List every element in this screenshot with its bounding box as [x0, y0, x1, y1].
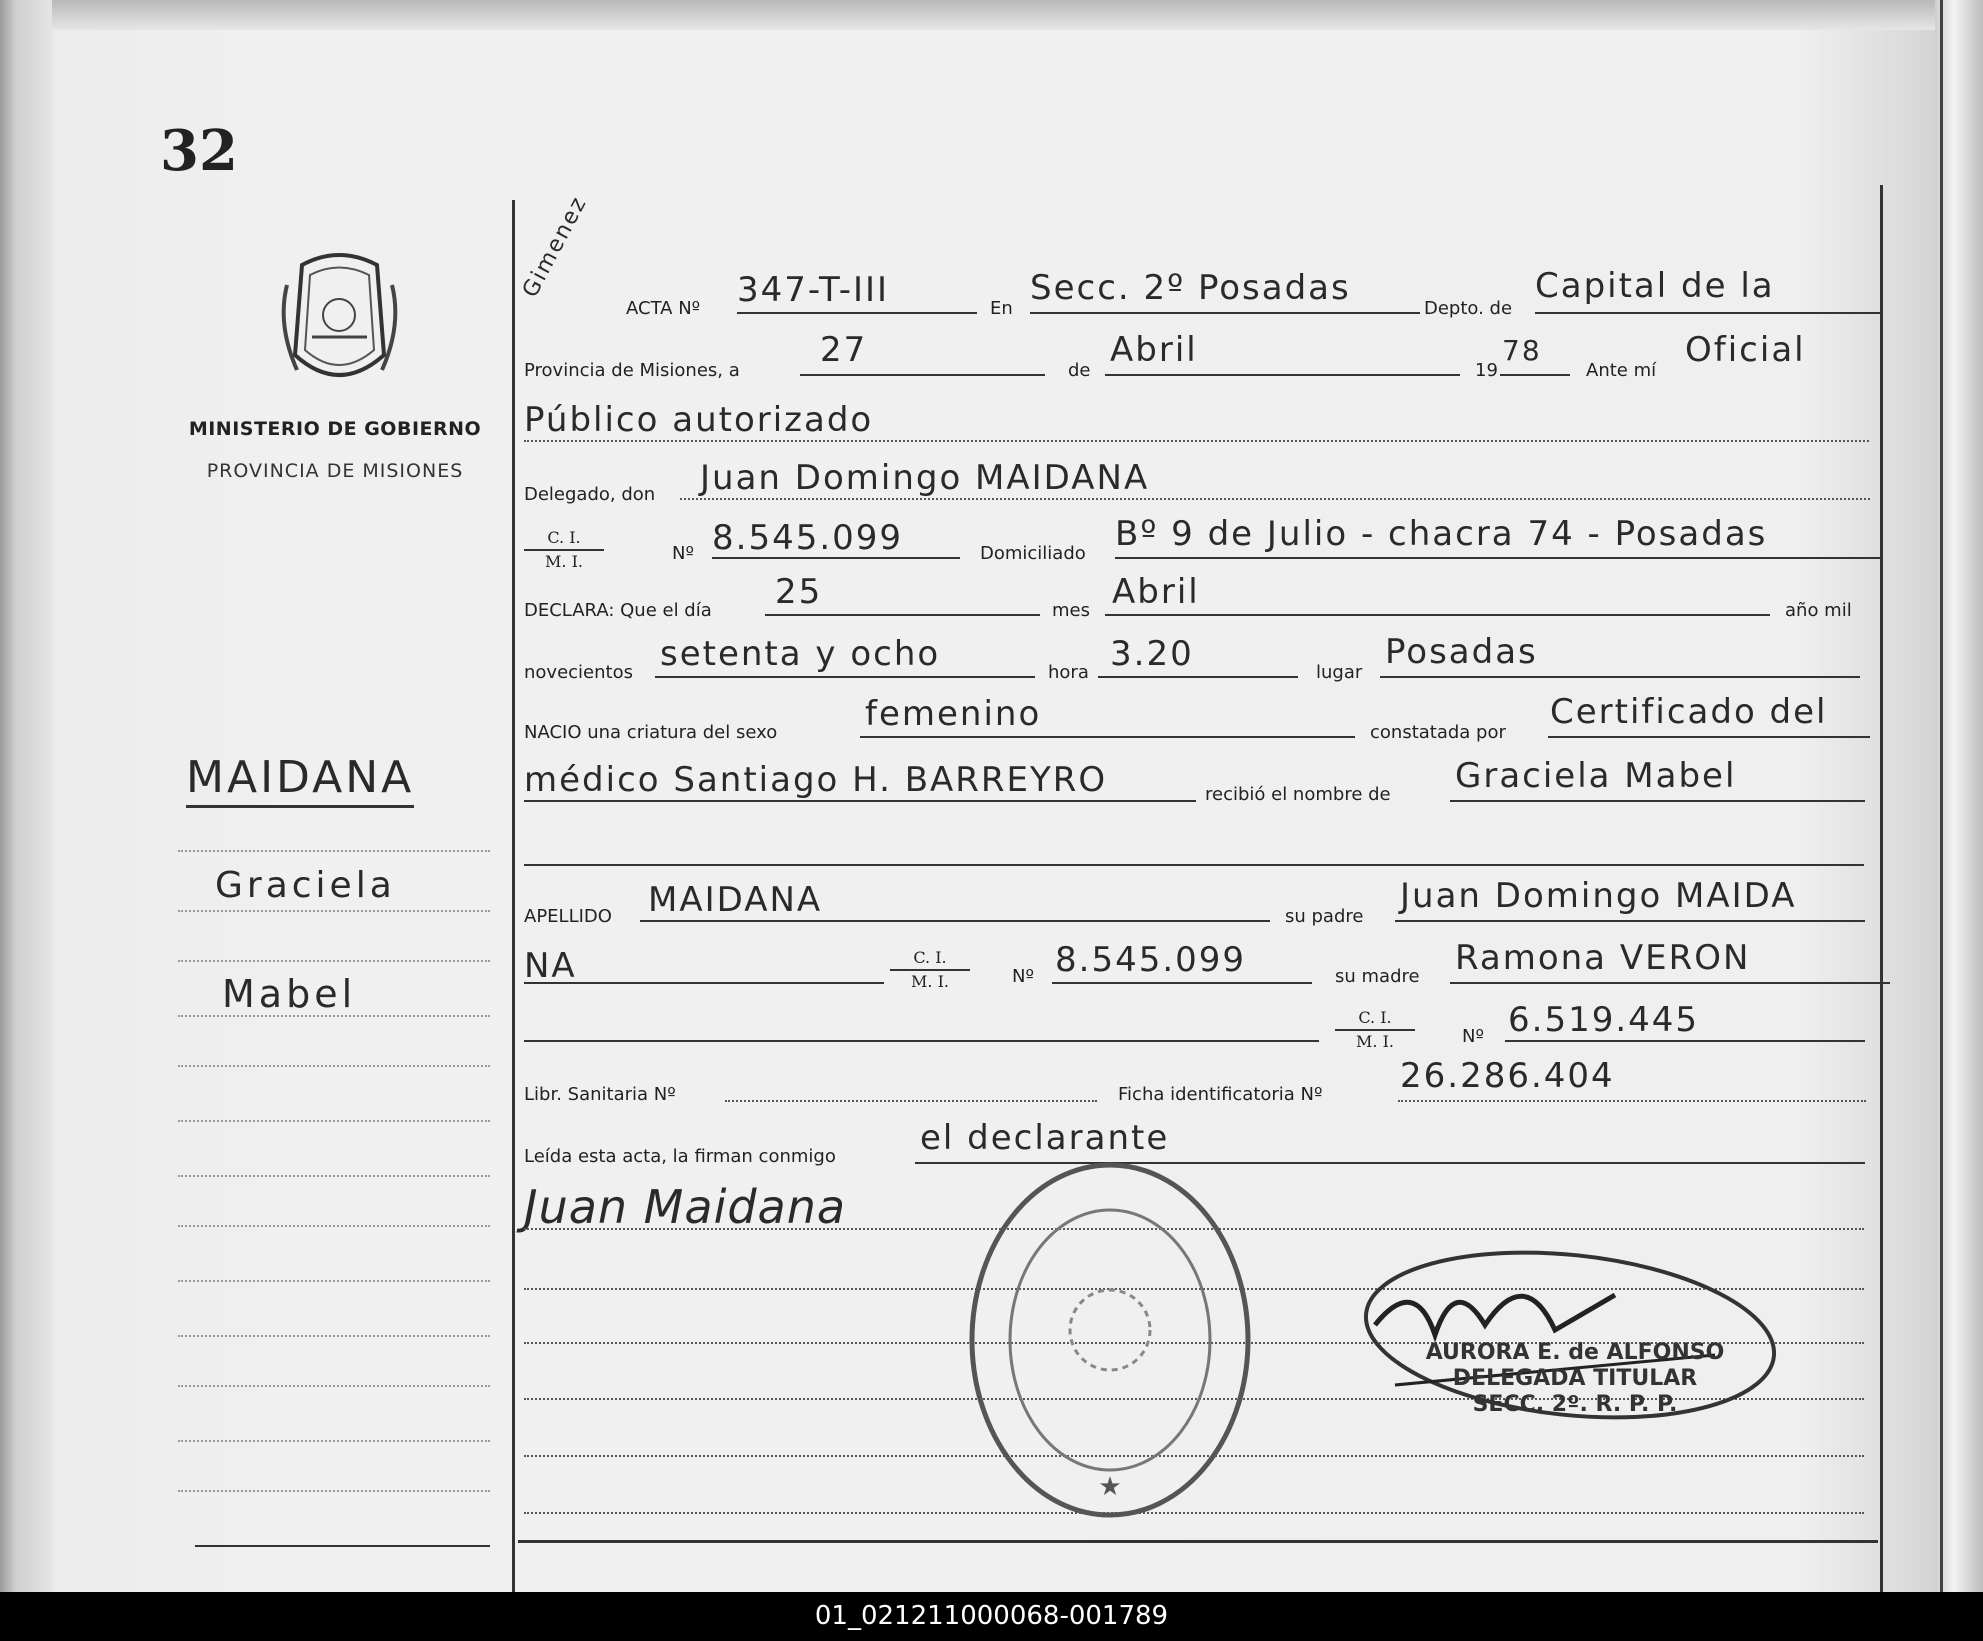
delegado-label: Delegado, don: [524, 484, 656, 505]
fill-line: [524, 864, 1864, 866]
en-label: En: [990, 298, 1013, 319]
ministry-heading: MINISTERIO DE GOBIERNO: [188, 418, 482, 440]
province-heading: PROVINCIA DE MISIONES: [206, 460, 464, 482]
spine-line: [1940, 0, 1943, 1592]
ficha-value: 26.286.404: [1400, 1056, 1615, 1096]
page-left-edge: [0, 0, 52, 1592]
month-value: Abril: [1110, 330, 1198, 370]
padre-value: Juan Domingo MAIDA: [1400, 876, 1797, 916]
fill-line: [1380, 676, 1860, 678]
margin-dotted-line: [178, 1280, 490, 1282]
fill-line: [524, 440, 1869, 442]
birth-month-value: Abril: [1112, 572, 1200, 612]
birth-year-value: setenta y ocho: [660, 634, 941, 674]
ante-label: Ante mí: [1586, 360, 1657, 381]
lugar-value: Posadas: [1385, 632, 1538, 672]
year-prefix: 19: [1475, 360, 1498, 381]
declarant-signature: Juan Maidana: [524, 1180, 847, 1234]
acta-value: 347-T-III: [737, 270, 890, 310]
fill-line: [800, 374, 1045, 376]
margin-dotted-line: [178, 1175, 490, 1177]
fill-line: [1450, 982, 1890, 984]
madre-ci-value: 6.519.445: [1508, 1000, 1700, 1040]
form-right-border: [1880, 185, 1883, 1592]
fill-line: [524, 800, 1196, 802]
fill-line: [1398, 1100, 1866, 1102]
recibio-label: recibió el nombre de: [1205, 784, 1391, 805]
padre-ci-value: 8.545.099: [1055, 940, 1247, 980]
fill-line: [1500, 374, 1570, 376]
depto-value: Capital de la: [1535, 266, 1775, 306]
madre-label: su madre: [1335, 966, 1420, 987]
fill-line: [655, 676, 1035, 678]
constatada-value-cont: médico Santiago H. BARREYRO: [524, 760, 1108, 800]
nacio-label: NACIO una criatura del sexo: [524, 722, 778, 743]
ci-fraction: $\frac{C. I.}{M. I.}$: [890, 948, 970, 991]
margin-dotted-line: [178, 850, 490, 852]
de-label: de: [1068, 360, 1091, 381]
acta-label: ACTA Nº: [626, 298, 701, 319]
provincia-label: Provincia de Misiones, a: [524, 360, 740, 381]
birth-day-value: 25: [775, 572, 823, 612]
margin-dotted-line: [178, 1440, 490, 1442]
fill-line: [712, 557, 960, 559]
margin-surname: MAIDANA: [186, 752, 414, 808]
fill-line: [1030, 312, 1420, 314]
padre-label: su padre: [1285, 906, 1364, 927]
fill-line: [1395, 920, 1865, 922]
form-left-border: [512, 200, 515, 1592]
svg-text:★: ★: [1098, 1472, 1122, 1502]
apellido-value: MAIDANA: [648, 880, 823, 920]
registry-seal-icon: [965, 1150, 1255, 1520]
padre-value-cont: NA: [524, 946, 577, 986]
fill-line: [524, 1040, 1319, 1042]
margin-first-name: Graciela: [215, 865, 396, 906]
libreta-label: Libr. Sanitaria Nº: [524, 1084, 676, 1105]
fill-line: [1098, 676, 1298, 678]
domiciliado-value: Bº 9 de Julio - chacra 74 - Posadas: [1115, 514, 1768, 554]
fill-line: [860, 736, 1355, 738]
day-value: 27: [820, 330, 868, 370]
delegado-value: Juan Domingo MAIDANA: [700, 458, 1150, 498]
ficha-label: Ficha identificatoria Nº: [1118, 1084, 1323, 1105]
stamp-line-3: SECC. 2º. R. P. P.: [1472, 1392, 1678, 1417]
no-label: Nº: [1012, 966, 1034, 987]
fill-line: [1105, 374, 1460, 376]
no-label: Nº: [1462, 1026, 1484, 1047]
fill-line: [1450, 800, 1865, 802]
fill-line: [1052, 982, 1312, 984]
nombre-value: Graciela Mabel: [1455, 756, 1737, 796]
provincial-crest-icon: [272, 245, 407, 393]
fill-line: [524, 982, 884, 984]
margin-dotted-line: [178, 1335, 490, 1337]
margin-annotation: Gimenez: [518, 191, 593, 302]
mes-label: mes: [1052, 600, 1090, 621]
margin-dotted-line: [178, 1015, 490, 1017]
madre-value: Ramona VERON: [1455, 938, 1751, 978]
margin-dotted-line: [178, 1225, 490, 1227]
fill-line: [640, 920, 1270, 922]
year-suffix: 78: [1502, 334, 1542, 367]
depto-label: Depto. de: [1424, 298, 1513, 319]
lugar-label: lugar: [1316, 662, 1363, 683]
declara-label: DECLARA: Que el día: [524, 600, 712, 621]
hora-label: hora: [1048, 662, 1089, 683]
constatada-value: Certificado del: [1550, 692, 1828, 732]
ante-value: Oficial: [1685, 330, 1806, 370]
image-caption: 01_021211000068-001789: [0, 1592, 1983, 1641]
hora-value: 3.20: [1110, 634, 1194, 674]
stamp-line-2: DELEGADA TITULAR: [1452, 1366, 1698, 1391]
margin-dotted-line: [178, 1490, 490, 1492]
stamp-line-1: AURORA E. de ALFONSO: [1425, 1340, 1725, 1365]
delegado-ci-value: 8.545.099: [712, 518, 904, 558]
leida-label: Leída esta acta, la firman conmigo: [524, 1146, 836, 1167]
official-stamp-text: [1385, 1340, 1765, 1418]
margin-dotted-line: [178, 910, 490, 912]
fill-line: [765, 614, 1040, 616]
margin-bottom-line: [195, 1545, 490, 1547]
fill-line: [1115, 557, 1880, 559]
page-top-edge: [0, 0, 1983, 30]
margin-dotted-line: [178, 1065, 490, 1067]
leida-value: el declarante: [920, 1118, 1170, 1158]
fill-line: [737, 312, 977, 314]
apellido-label: APELLIDO: [524, 906, 612, 927]
fill-line: [680, 498, 1870, 500]
form-bottom-line: [518, 1540, 1878, 1543]
ano-label: año mil: [1785, 600, 1852, 621]
fill-line: [725, 1100, 1097, 1102]
en-value: Secc. 2º Posadas: [1030, 268, 1351, 308]
margin-dotted-line: [178, 1120, 490, 1122]
no-label: Nº: [672, 543, 694, 564]
ci-fraction: $\frac{C. I.}{M. I.}$: [524, 528, 604, 571]
ante-value-cont: Público autorizado: [524, 400, 874, 440]
fill-line: [1535, 312, 1880, 314]
margin-second-name: Mabel: [222, 972, 357, 1016]
domiciliado-label: Domiciliado: [980, 543, 1086, 564]
ci-fraction: $\frac{C. I.}{M. I.}$: [1335, 1008, 1415, 1051]
novecientos-label: novecientos: [524, 662, 633, 683]
margin-dotted-line: [178, 1385, 490, 1387]
margin-dotted-line: [178, 960, 490, 962]
constatada-label: constatada por: [1370, 722, 1506, 743]
page-number: 32: [160, 118, 238, 184]
sexo-value: femenino: [865, 694, 1042, 734]
fill-line: [1105, 614, 1770, 616]
fill-line: [1505, 1040, 1865, 1042]
fill-line: [1548, 736, 1870, 738]
